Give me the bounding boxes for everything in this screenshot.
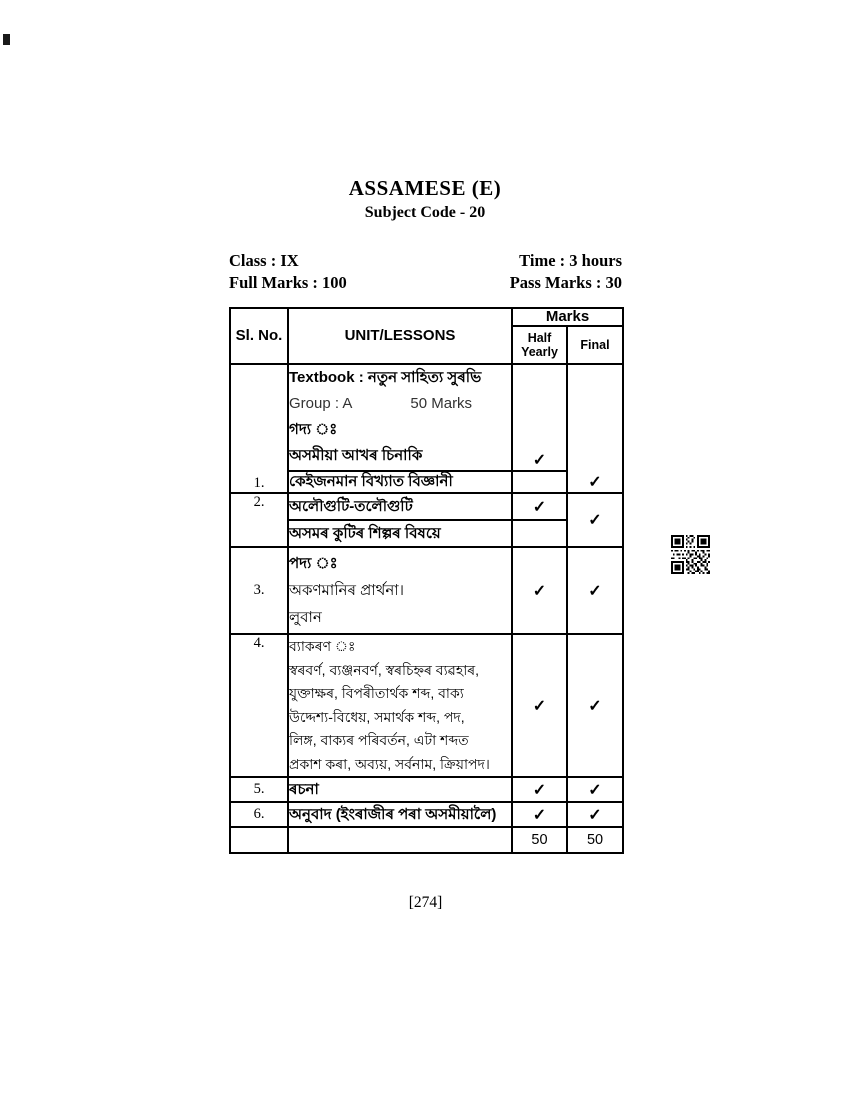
row6-sl: 6. [230,802,288,827]
check-icon: ✓ [532,781,547,799]
totals-sl-cell [230,827,288,853]
row4-line: লিঙ্গ, বাক্যৰ পৰিবৰ্তন, এটা শব্দত [289,732,469,748]
row2-sl: 2. [230,493,288,547]
row5-sl: 5. [230,777,288,802]
row2-lesson-b: অসমৰ কুটিৰ শিল্পৰ বিষয়ে [288,520,512,547]
row3-lesson-a: অকণমানিৰ প্ৰাৰ্থনা। [289,582,405,599]
qr-code-icon [671,535,710,574]
header-final: Final [567,326,623,364]
header-unit-lessons: UNIT/LESSONS [288,308,512,364]
check-icon: ✓ [532,582,547,600]
row1-half-yearly-cell [512,364,567,471]
check-icon: ✓ [532,806,547,824]
totals-half-yearly: 50 [512,827,567,853]
scan-artifact [3,34,10,45]
row4-half-yearly-cell [512,634,567,777]
group-label: Group : A [289,395,353,412]
row3-half-yearly-cell [512,547,567,634]
check-icon: ✓ [588,512,602,529]
row4-section-heading: ব্যাকৰণ ঃ [289,638,356,654]
row4-line: স্বৰবৰ্ণ, ব্যঞ্জনবৰ্ণ, স্বৰচিহ্নৰ ব্যৱহাৰ, [289,661,480,678]
row1-final-cell [567,364,623,493]
row4-sl: 4. [230,634,288,777]
check-icon: ✓ [532,697,547,715]
row1-sl: 1. [230,364,288,493]
row6-lesson: অনুবাদ (ইংৰাজীৰ পৰা অসমীয়ালৈ) [288,802,512,827]
header-marks: Marks [512,308,623,326]
header-half-yearly-line1: Half [527,331,552,345]
syllabus-table [229,307,624,854]
row2b-half-yearly-cell [512,520,567,547]
class-label: Class : IX [229,251,299,270]
check-icon: ✓ [532,498,547,516]
check-icon: ✓ [588,582,602,600]
row3-unit [288,547,512,634]
totals-unit-cell [288,827,512,853]
row1-lesson-a: অসমীয়া আখৰ চিনাকি [289,447,423,464]
row3-section-heading: পদ্য ঃ [289,555,338,572]
row1-lesson-b: কেইজনমান বিখ্যাত বিজ্ঞানী [288,471,512,493]
row4-unit [288,634,512,777]
row3-lesson-b: লুবান [289,609,322,626]
row2-final-cell [567,493,623,547]
group-marks: 50 Marks [410,395,473,412]
header-half-yearly-line2: Yearly [521,345,558,359]
row4-line: প্ৰকাশ কৰা, অব্যয়, সৰ্বনাম, ক্ৰিয়াপদ। [289,755,490,772]
full-marks-label: Full Marks : 100 [229,273,347,292]
row1b-half-yearly-cell [512,471,567,493]
row5-half-yearly-cell [512,777,567,802]
check-icon: ✓ [588,697,602,715]
subject-code: Subject Code - 20 [364,204,486,221]
row5-lesson: ৰচনা [288,777,512,802]
row2-lesson-a: অলৌগুটি-তলৌগুটি [288,493,512,520]
exam-info-left [229,250,347,294]
row4-line: যুক্তাক্ষৰ, বিপৰীতাৰ্থক শব্দ, বাক্য [289,685,464,701]
header-half-yearly [512,326,567,364]
page-number: [274] [408,894,443,911]
row6-half-yearly-cell [512,802,567,827]
exam-info [229,250,622,294]
row4-line: উদ্দেশ্য-বিধেয়, সমাৰ্থক শব্দ, পদ, [289,708,465,725]
row1-unit [288,364,512,471]
header-sl-no: Sl. No. [230,308,288,364]
check-icon: ✓ [532,452,547,469]
exam-info-right [510,250,622,294]
row1-section-heading: গদ্য ঃ [289,421,338,438]
time-label: Time : 3 hours [519,251,622,270]
row5-final-cell [567,777,623,802]
check-icon: ✓ [588,781,602,799]
check-icon: ✓ [588,474,602,491]
page-title: ASSAMESE (E) [348,176,502,200]
totals-final: 50 [567,827,623,853]
check-icon: ✓ [588,806,602,824]
row3-final-cell [567,547,623,634]
row3-sl: 3. [230,547,288,634]
pass-marks-label: Pass Marks : 30 [509,273,622,292]
row6-final-cell [567,802,623,827]
row1-group-line [289,391,511,417]
textbook-label: Textbook : [289,369,364,386]
textbook-title: নতুন সাহিত্য সুৰভি [367,369,482,386]
row1-textbook-line [289,365,511,391]
row4-final-cell [567,634,623,777]
row2-half-yearly-cell [512,493,567,520]
